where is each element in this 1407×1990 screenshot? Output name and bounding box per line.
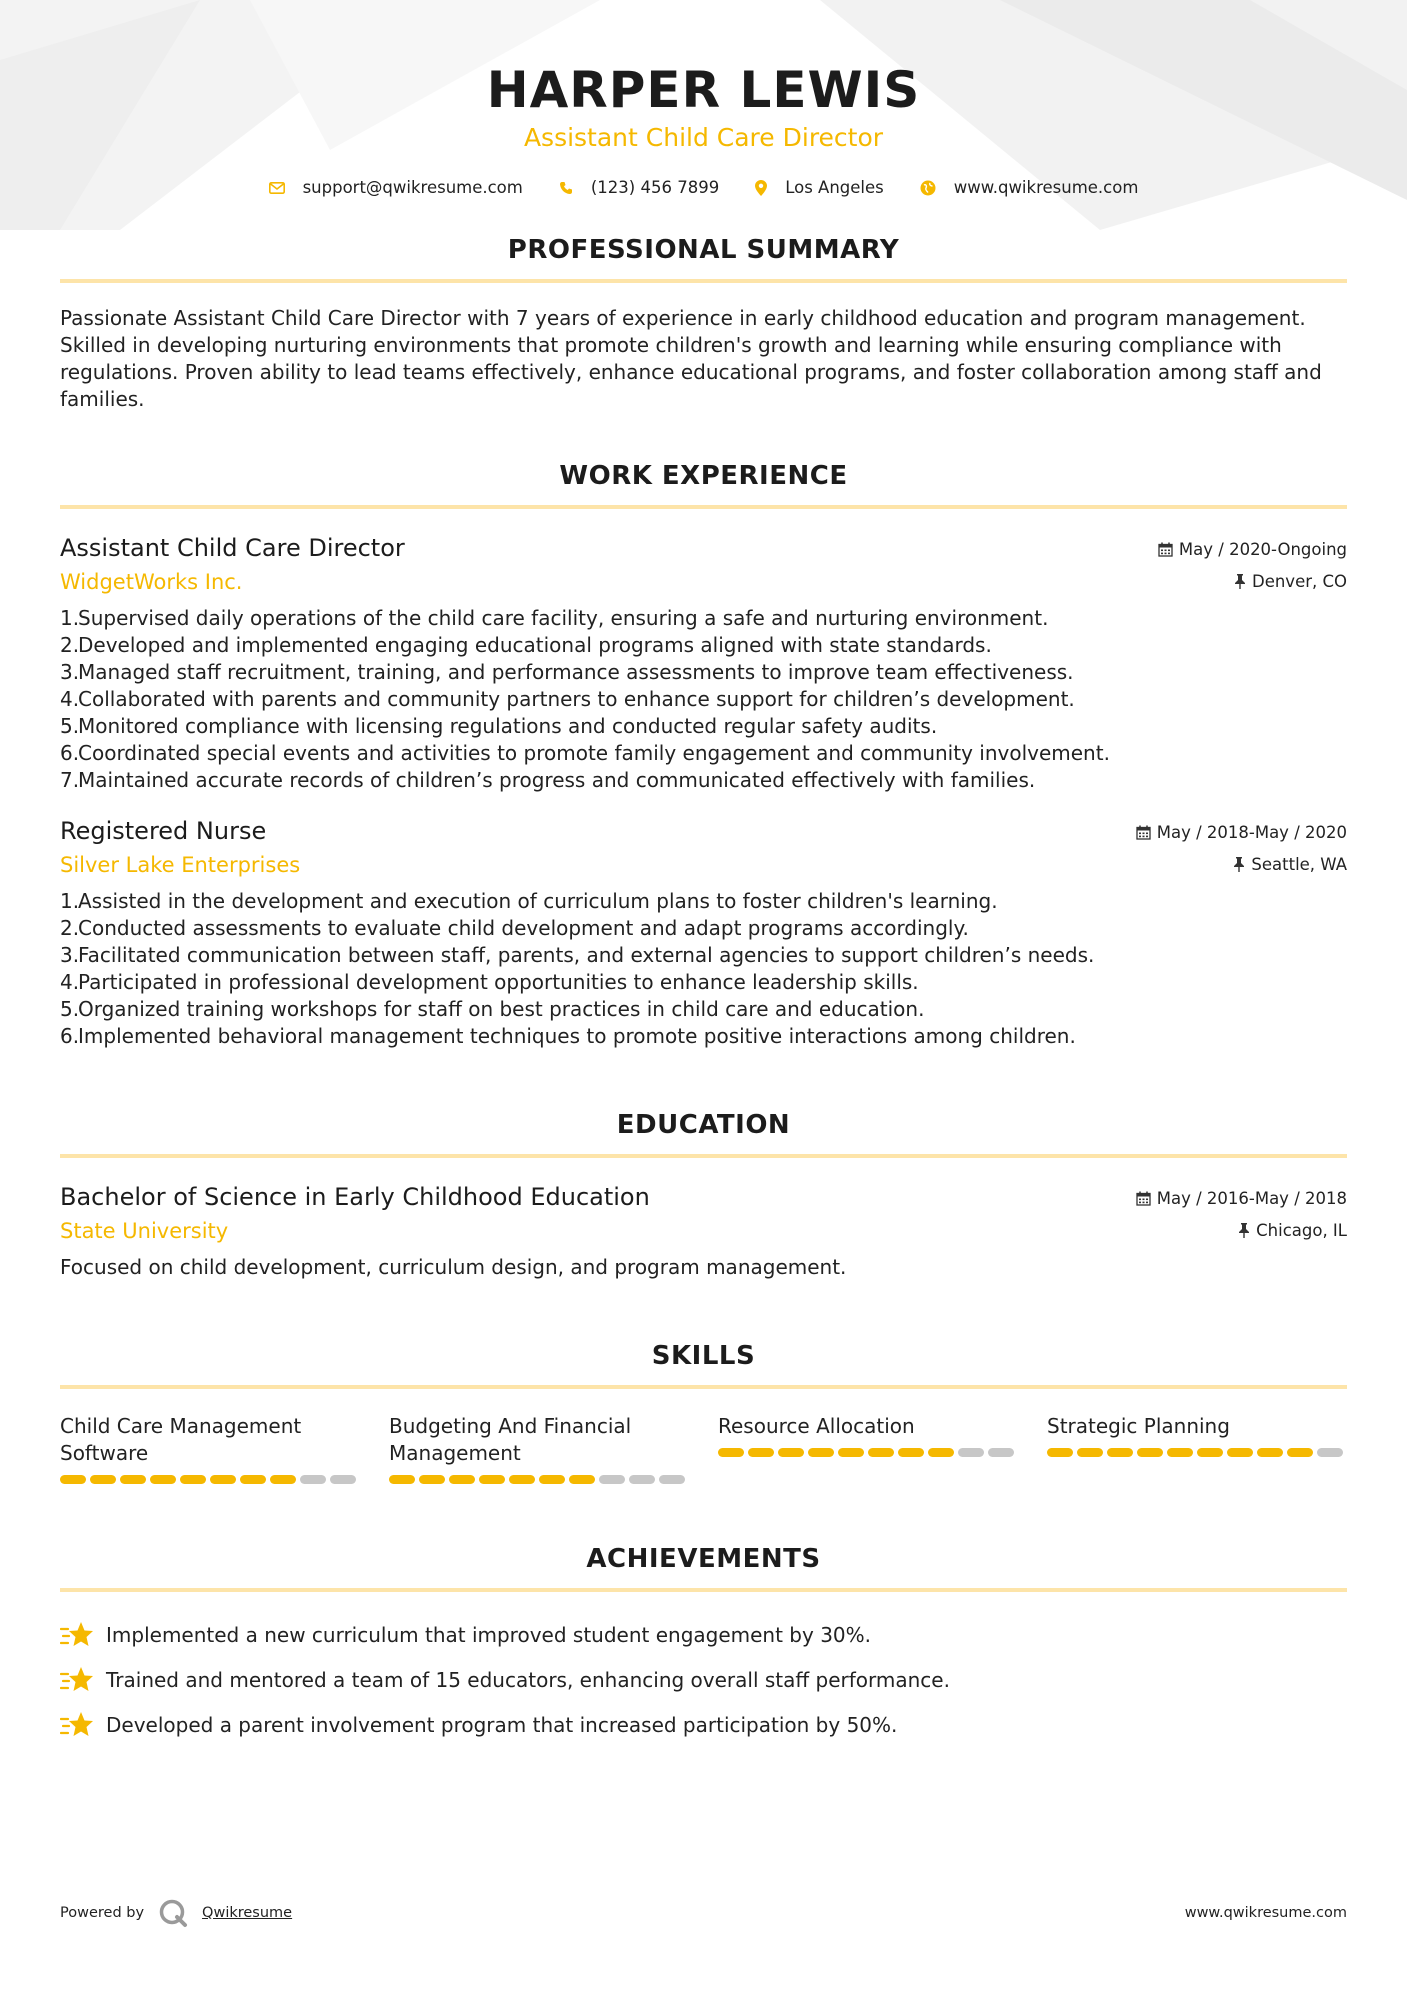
job-bullets <box>60 605 1347 794</box>
degree-title: Bachelor of Science in Early Childhood Education <box>60 1183 650 1211</box>
job-location: Seattle, WA <box>1251 854 1347 874</box>
list-item <box>60 713 1347 740</box>
achievement-text: Implemented a new curriculum that improved student engagement by 30%. <box>106 1622 871 1647</box>
achievement-text: Trained and mentored a team of 15 educators, enhancing overall staff performance. <box>106 1667 950 1692</box>
skill-level-segment <box>1257 1448 1283 1457</box>
skill-level-segment <box>988 1448 1014 1457</box>
list-item <box>60 632 1347 659</box>
candidate-name: HARPER LEWIS <box>486 61 921 119</box>
bullet-text: Maintained accurate records of children’s progress and communicated effectively with families. <box>78 768 1036 792</box>
skill-level-segment <box>898 1448 924 1457</box>
footer-website[interactable]: www.qwikresume.com <box>1184 1905 1347 1921</box>
bullet-text: Monitored compliance with licensing regulations and conducted regular safety audits. <box>78 714 938 738</box>
bullet-text: Collaborated with parents and community partners to enhance support for children’s development. <box>78 687 1075 711</box>
resume-header <box>60 0 1347 197</box>
company-name: Silver Lake Enterprises <box>60 853 301 877</box>
bullet-text: Organized training workshops for staff on best practices in child care and education. <box>78 997 925 1021</box>
list-item <box>60 888 1347 915</box>
skill-level-bar <box>389 1475 689 1484</box>
powered-by-label: Powered by <box>60 1905 145 1921</box>
job-list <box>60 533 1347 1050</box>
bullet-text: Implemented behavioral management techniques to promote positive interactions among children. <box>78 1024 1076 1048</box>
education-section <box>60 1110 1347 1281</box>
contact-bar <box>60 178 1347 197</box>
bullet-number: 7. <box>60 768 80 792</box>
skill-level-segment <box>868 1448 894 1457</box>
pushpin-icon <box>1238 1223 1250 1238</box>
education-location: Chicago, IL <box>1256 1220 1347 1240</box>
pushpin-icon <box>1233 857 1245 872</box>
education-description: Focused on child development, curriculum design, and program management. <box>60 1255 847 1279</box>
job-dates: May / 2020-Ongoing <box>1178 539 1347 559</box>
skill-level-segment <box>449 1475 475 1484</box>
bullet-text: Supervised daily operations of the child care facility, ensuring a safe and nurturing environment. <box>78 606 1049 630</box>
candidate-title: Assistant Child Care Director <box>523 123 884 152</box>
achievement-item <box>60 1702 1347 1747</box>
achievements-section <box>60 1544 1347 1747</box>
list-item <box>60 686 1347 713</box>
skill-level-bar <box>60 1475 360 1484</box>
skill-level-segment <box>270 1475 296 1484</box>
bullet-text: Assisted in the development and execution of curriculum plans to foster children's learning. <box>78 889 998 913</box>
education-entry <box>60 1182 1347 1281</box>
skill-level-segment <box>330 1475 356 1484</box>
skills-heading: SKILLS <box>60 1341 1347 1389</box>
skill-level-segment <box>389 1475 415 1484</box>
skill-item <box>60 1413 360 1484</box>
calendar-icon <box>1136 825 1151 840</box>
bullet-number: 4. <box>60 970 80 994</box>
skill-level-segment <box>419 1475 445 1484</box>
skill-level-segment <box>1197 1448 1223 1457</box>
summary-text: Passionate Assistant Child Care Director with 7 years of experience in early childhood education and program management. Skilled in developing nurturing environments that promote children's growth and learning while ensuring compliance with regulations. Proven ability to lead teams effectively, enhance educational programs, and foster collaboration among staff and families. <box>60 306 1322 411</box>
skill-level-segment <box>1317 1448 1343 1457</box>
bullet-number: 6. <box>60 1024 80 1048</box>
skills-section <box>60 1341 1347 1484</box>
bullet-number: 3. <box>60 660 80 684</box>
bullet-text: Participated in professional development opportunities to enhance leadership skills. <box>78 970 919 994</box>
list-item <box>60 740 1347 767</box>
contact-phone[interactable] <box>559 178 719 197</box>
skill-level-segment <box>1137 1448 1163 1457</box>
skill-level-segment <box>180 1475 206 1484</box>
globe-icon <box>920 180 936 196</box>
skills-grid <box>60 1413 1347 1484</box>
skill-level-segment <box>300 1475 326 1484</box>
skill-level-segment <box>1287 1448 1313 1457</box>
achievement-item <box>60 1612 1347 1657</box>
list-item <box>60 969 1347 996</box>
list-item <box>60 996 1347 1023</box>
skill-level-segment <box>60 1475 86 1484</box>
job-meta <box>1136 816 1347 880</box>
bullet-text: Conducted assessments to evaluate child development and adapt programs accordingly. <box>78 916 969 940</box>
calendar-icon <box>1136 1191 1151 1206</box>
skill-item <box>389 1413 689 1484</box>
work-heading: WORK EXPERIENCE <box>60 461 1347 509</box>
school-name: State University <box>60 1219 229 1243</box>
skill-level-bar <box>1047 1448 1347 1457</box>
list-item <box>60 915 1347 942</box>
skill-level-segment <box>539 1475 565 1484</box>
skill-level-segment <box>509 1475 535 1484</box>
contact-location <box>755 178 884 197</box>
phone-icon <box>559 181 573 195</box>
skill-level-segment <box>718 1448 744 1457</box>
achievement-list <box>60 1612 1347 1747</box>
list-item <box>60 942 1347 969</box>
list-item <box>60 1023 1347 1050</box>
work-experience-section <box>60 461 1347 1050</box>
professional-summary-section <box>60 235 1347 413</box>
skill-level-segment <box>928 1448 954 1457</box>
skill-level-segment <box>90 1475 116 1484</box>
website-text: www.qwikresume.com <box>953 178 1139 197</box>
bullet-number: 6. <box>60 741 80 765</box>
bullet-number: 2. <box>60 916 80 940</box>
skill-level-segment <box>1107 1448 1133 1457</box>
phone-text: (123) 456 7899 <box>590 178 720 197</box>
skill-level-segment <box>120 1475 146 1484</box>
skill-level-bar <box>718 1448 1018 1457</box>
calendar-icon <box>1158 542 1173 557</box>
location-text: Los Angeles <box>785 178 884 197</box>
skill-level-segment <box>778 1448 804 1457</box>
skill-name: Resource Allocation <box>718 1414 915 1438</box>
skill-level-segment <box>150 1475 176 1484</box>
job-location: Denver, CO <box>1251 571 1347 591</box>
summary-heading: PROFESSIONAL SUMMARY <box>60 235 1347 283</box>
skill-level-segment <box>479 1475 505 1484</box>
bullet-text: Managed staff recruitment, training, and performance assessments to improve team effectiveness. <box>78 660 1074 684</box>
bullet-text: Coordinated special events and activities to promote family engagement and community involvement. <box>78 741 1110 765</box>
star-icon <box>60 1620 94 1650</box>
map-pin-icon <box>755 180 767 196</box>
bullet-number: 4. <box>60 687 80 711</box>
bullet-number: 5. <box>60 997 80 1021</box>
skill-level-segment <box>958 1448 984 1457</box>
list-item <box>60 767 1347 794</box>
bullet-text: Developed and implemented engaging educational programs aligned with state standards. <box>78 633 992 657</box>
skill-level-segment <box>210 1475 236 1484</box>
achievement-item <box>60 1657 1347 1702</box>
star-icon <box>60 1665 94 1695</box>
education-dates: May / 2016-May / 2018 <box>1156 1188 1347 1208</box>
skill-level-segment <box>659 1475 685 1484</box>
skill-level-segment <box>808 1448 834 1457</box>
education-meta <box>1136 1182 1347 1246</box>
skill-name: Budgeting And Financial Management <box>389 1414 632 1465</box>
skill-item <box>718 1413 1018 1484</box>
email-text: support@qwikresume.com <box>302 178 523 197</box>
job-bullets <box>60 888 1347 1050</box>
star-icon <box>60 1710 94 1740</box>
list-item <box>60 659 1347 686</box>
skill-level-segment <box>240 1475 266 1484</box>
skill-name: Child Care Management Software <box>60 1414 302 1465</box>
skill-level-segment <box>748 1448 774 1457</box>
contact-email[interactable] <box>269 178 523 197</box>
skill-level-segment <box>1077 1448 1103 1457</box>
bullet-number: 1. <box>60 606 80 630</box>
bullet-number: 5. <box>60 714 80 738</box>
bullet-number: 1. <box>60 889 80 913</box>
skill-level-segment <box>1047 1448 1073 1457</box>
job-entry <box>60 816 1347 1050</box>
envelope-icon <box>269 182 285 194</box>
education-heading: EDUCATION <box>60 1110 1347 1158</box>
qwikresume-link[interactable]: Qwikresume <box>202 1905 293 1921</box>
skill-level-segment <box>1227 1448 1253 1457</box>
contact-website[interactable] <box>920 178 1139 197</box>
job-title: Assistant Child Care Director <box>60 534 405 562</box>
skill-item <box>1047 1413 1347 1484</box>
skill-level-segment <box>838 1448 864 1457</box>
skill-name: Strategic Planning <box>1047 1414 1230 1438</box>
skill-level-segment <box>629 1475 655 1484</box>
pushpin-icon <box>1234 574 1246 589</box>
list-item <box>60 605 1347 632</box>
job-title: Registered Nurse <box>60 817 267 845</box>
skill-level-segment <box>1167 1448 1193 1457</box>
bullet-text: Facilitated communication between staff, parents, and external agencies to support children’s needs. <box>78 943 1095 967</box>
achievements-heading: ACHIEVEMENTS <box>60 1544 1347 1592</box>
achievement-text: Developed a parent involvement program that increased participation by 50%. <box>106 1712 898 1737</box>
job-meta <box>1158 533 1347 597</box>
skill-level-segment <box>599 1475 625 1484</box>
company-name: WidgetWorks Inc. <box>60 570 243 594</box>
bullet-number: 3. <box>60 943 80 967</box>
job-dates: May / 2018-May / 2020 <box>1156 822 1347 842</box>
job-entry <box>60 533 1347 794</box>
skill-level-segment <box>569 1475 595 1484</box>
bullet-number: 2. <box>60 633 80 657</box>
